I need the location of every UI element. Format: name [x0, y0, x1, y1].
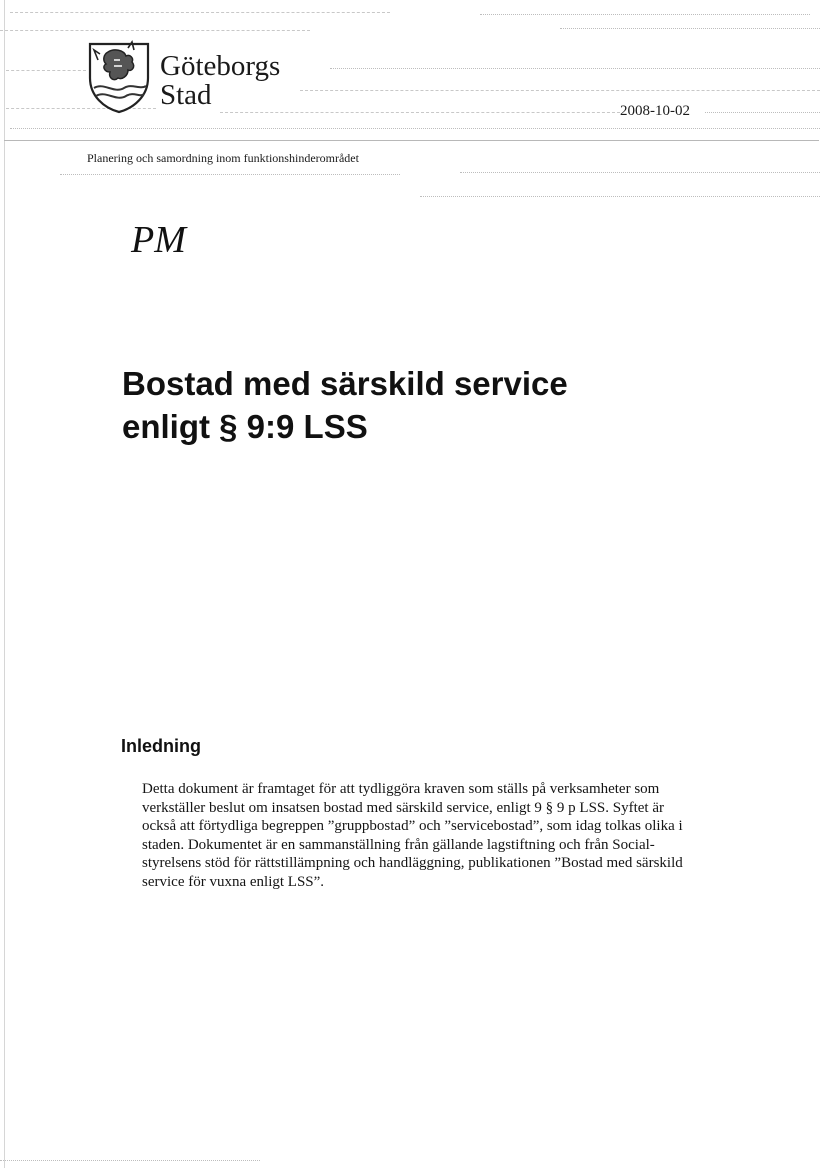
- scan-artifact-line: [705, 112, 820, 113]
- scan-left-edge: [4, 0, 5, 1168]
- header-divider: [4, 140, 819, 141]
- body-text-line: också att förtydliga begreppen ”gruppbostad” och ”servicebostad”, som idag tolkas olika i: [142, 818, 683, 834]
- scan-artifact-line: [0, 30, 310, 31]
- scan-artifact-line: [460, 172, 820, 173]
- department-name: Planering och samordning inom funktionshinderområdet: [87, 151, 359, 165]
- section-body-inledning: [142, 780, 782, 891]
- body-text-line: Detta dokument är framtaget för att tydliggöra kraven som ställs på verksamheter som: [142, 781, 660, 797]
- body-text-line: service för vuxna enligt LSS”.: [142, 873, 325, 890]
- document-type: PM: [131, 219, 186, 261]
- document-title-line-1: Bostad med särskild service: [122, 365, 568, 402]
- scan-artifact-line: [6, 70, 86, 71]
- organization-name-line-1: Göteborgs: [160, 50, 281, 82]
- scan-artifact-line: [330, 68, 820, 69]
- scan-artifact-line: [60, 174, 400, 175]
- body-text-line: styrelsens stöd för rättstillämpning och handläggning, publikationen ”Bostad med särskild: [142, 855, 683, 871]
- scan-artifact-line: [560, 28, 820, 29]
- scan-artifact-line: [0, 1160, 260, 1161]
- section-heading-inledning: Inledning: [121, 736, 201, 756]
- scan-artifact-line: [300, 90, 820, 91]
- body-text-line: staden. Dokumentet är en sammanställning från gällande lagstiftning och från Social-: [142, 836, 655, 853]
- coat-of-arms-lion-icon: [84, 38, 154, 114]
- organization-name: [160, 52, 280, 110]
- body-text-line: verkställer beslut om insatsen bostad med särskild service, enligt 9 § 9 p LSS. Syftet är: [142, 799, 664, 816]
- organization-name-line-2: Stad: [160, 79, 212, 111]
- document-date: 2008-10-02: [620, 103, 690, 119]
- document-title: [122, 362, 762, 448]
- scan-artifact-line: [420, 196, 820, 197]
- scan-artifact-line: [480, 14, 810, 15]
- document-title-line-2: enligt § 9:9 LSS: [122, 408, 368, 445]
- scan-artifact-line: [10, 12, 390, 13]
- scan-artifact-line: [10, 128, 820, 129]
- scan-artifact-line: [220, 112, 620, 113]
